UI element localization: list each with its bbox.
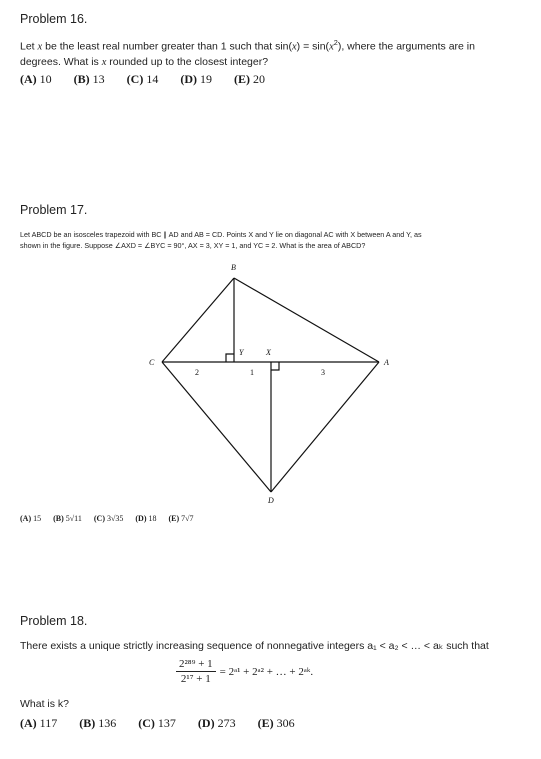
problem-18-text: There exists a unique strictly increasing sequence of nonnegative integers a₁ < a₂ < … < aₖ such that <box>20 640 489 652</box>
equation-numerator: 2²⁸⁹ + 1 <box>176 658 216 672</box>
label-B: B <box>231 263 236 272</box>
label-segment-XA: 3 <box>321 368 325 377</box>
side-BA <box>234 278 379 362</box>
choice: (A) 15 <box>20 514 42 523</box>
problem-16-heading: Problem 16. <box>20 12 88 26</box>
label-D: D <box>268 496 274 505</box>
choice: (A) 10 <box>20 72 52 86</box>
choice: (E) 7√7 <box>168 514 194 523</box>
problem-17-line-2: shown in the figure. Suppose ∠AXD = ∠BYC = 90°, AX = 3, XY = 1, and YC = 2. What is the area of ABCD? <box>20 241 366 250</box>
right-angle-mark-X <box>271 362 279 370</box>
label-X: X <box>266 348 271 357</box>
equation-rhs: = 2ᵃ¹ + 2ᵃ² + … + 2ᵃᵏ. <box>219 665 314 678</box>
problem-17-choices <box>20 514 206 523</box>
choice: (C) 14 <box>126 72 159 86</box>
trapezoid-figure <box>140 258 390 508</box>
choice: (C) 3√35 <box>93 514 124 523</box>
problem-16-text: Let x be the least real number greater than 1 such that $\sin(x) = \sin(x^2)$, where the arguments are in degrees. What is x rounded up to the closest integer? <box>20 38 475 68</box>
label-Y: Y <box>239 348 244 357</box>
label-segment-CY: 2 <box>195 368 199 377</box>
side-DC <box>162 362 271 492</box>
side-AD <box>271 362 379 492</box>
choice: (D) 19 <box>180 72 213 86</box>
label-segment-YX: 1 <box>250 368 254 377</box>
problem-17-text <box>20 229 530 251</box>
problem-16-choices <box>20 72 287 87</box>
choice: (A) 117 <box>20 716 58 730</box>
problem-17-line-1: Let ABCD be an isosceles trapezoid with BC ∥ AD and AB = CD. Points X and Y lie on diagonal AC with X between A and Y, as <box>20 230 422 239</box>
choice: (E) 306 <box>257 716 295 730</box>
choice: (C) 137 <box>138 716 176 730</box>
label-A: A <box>384 358 389 367</box>
problem-18-question: What is k? <box>20 698 70 710</box>
choice: (D) 273 <box>197 716 236 730</box>
label-C: C <box>149 358 155 367</box>
equation-fraction <box>176 658 216 685</box>
problem-18-choices <box>20 716 317 731</box>
problem-17-heading: Problem 17. <box>20 203 88 217</box>
choice: (B) 136 <box>79 716 117 730</box>
choice: (B) 5√11 <box>53 514 82 523</box>
choice: (E) 20 <box>234 72 266 86</box>
side-CB <box>162 278 234 362</box>
right-angle-mark-Y <box>226 354 234 362</box>
choice: (D) 18 <box>135 514 157 523</box>
choice: (B) 13 <box>73 72 105 86</box>
problem-18-heading: Problem 18. <box>20 614 88 628</box>
problem-18-equation <box>176 658 313 685</box>
equation-denominator: 2¹⁷ + 1 <box>180 673 211 685</box>
